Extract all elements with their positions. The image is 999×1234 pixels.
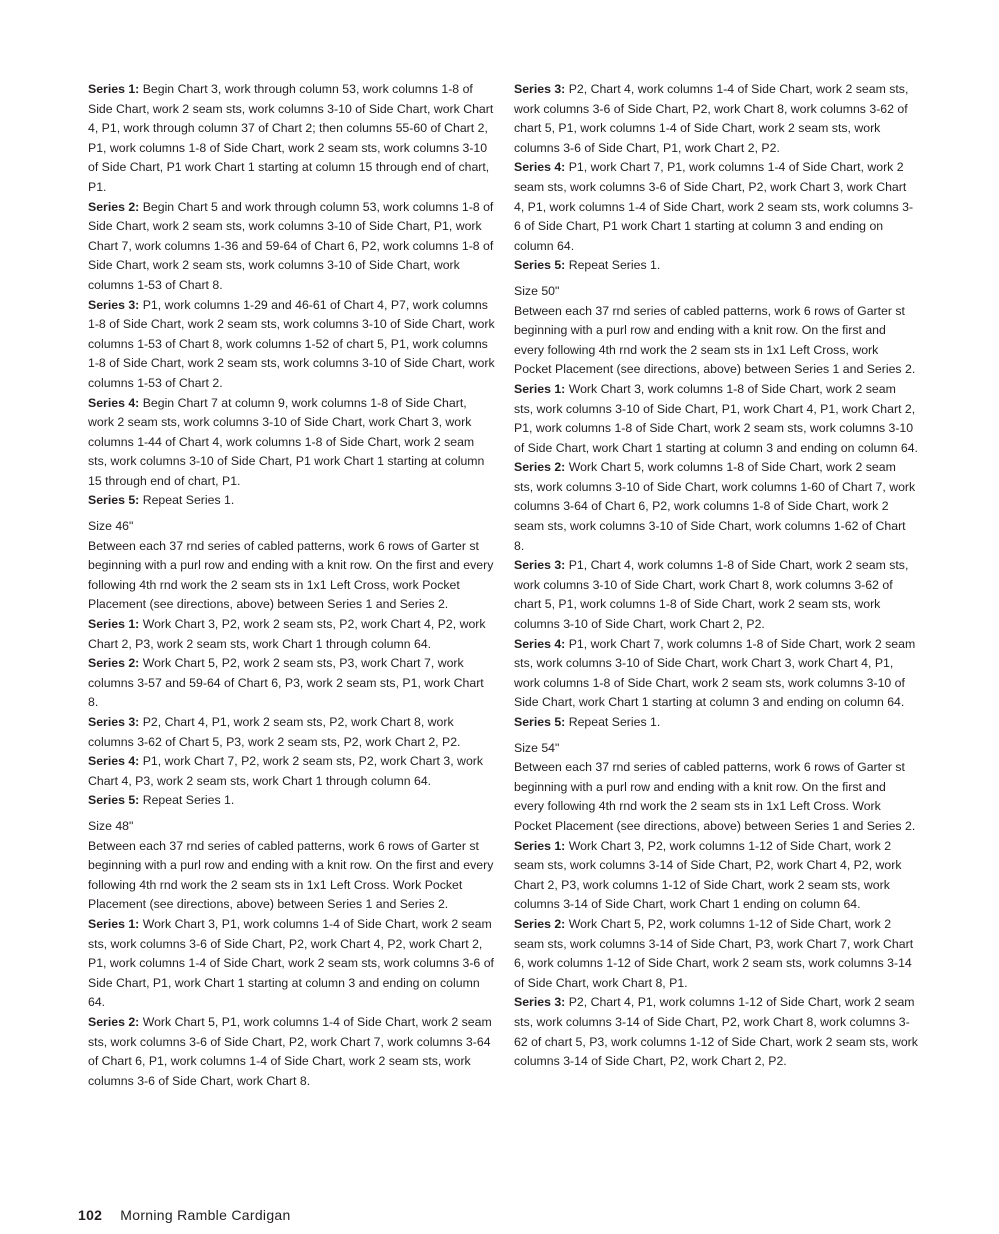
instruction-text: Begin Chart 3, work through column 53, work columns 1-8 of Side Chart, work 2 seam sts, work columns 3-10 of Side Chart, work Chart 4, P1, work through column 37 of Chart 2; then columns 55-60 of Chart 2, P1, work columns 1-8 of Side Chart, work 2 seam sts, work columns 3-10 of Side Chart, P1 work Chart 1 starting at column 15 through end of chart, P1.	[88, 82, 494, 194]
series-label: Series 5:	[88, 793, 140, 808]
series-instruction	[88, 80, 496, 198]
series-label: Series 2:	[514, 460, 566, 475]
series-instruction	[88, 1013, 496, 1091]
series-label: Series 3:	[514, 558, 566, 573]
instruction-text: P2, Chart 4, P1, work 2 seam sts, P2, work Chart 8, work columns 3-62 of Chart 5, P3, work 2 seam sts, P2, work Chart 2, P2.	[88, 715, 461, 749]
series-instruction	[514, 993, 918, 1071]
series-instruction	[514, 458, 918, 556]
left-column	[88, 80, 496, 1091]
series-label: Series 5:	[514, 715, 566, 729]
instruction-text: Work Chart 3, P2, work columns 1-12 of Side Chart, work 2 seam sts, work columns 3-14 of Side Chart, P2, work Chart 4, P2, work Chart 2, P3, work columns 1-12 of Side Chart, work 2 seam sts, work columns 3-14 of Side Chart, work Chart 1 ending on column 64.	[514, 838, 902, 912]
series-label: Series 3:	[88, 715, 140, 729]
series-instruction	[88, 296, 496, 394]
series-label: Series 1:	[88, 916, 140, 931]
instruction-text: Between each 37 rnd series of cabled patterns, work 6 rows of Garter st beginning with a purl row and ending with a knit row. On the first and every following 4th rnd work the 2 seam sts in 1x1 Left Cross. Work Pocket Placement (see directions, above) between Series 1 and Series 2.	[88, 838, 494, 912]
publication-title: Morning Ramble Cardigan	[120, 1207, 291, 1223]
series-instruction	[88, 615, 496, 654]
series-instruction	[514, 158, 918, 256]
instruction-paragraph	[88, 837, 496, 915]
instruction-text: Work Chart 5, P2, work 2 seam sts, P3, work Chart 7, work columns 3-57 and 59-64 of Chart 6, P3, work 2 seam sts, P1, work Chart 8.	[88, 656, 484, 710]
instruction-text: Begin Chart 5 and work through column 53, work columns 1-8 of Side Chart, work 2 seam sts, work columns 3-10 of Side Chart, P1, work Chart 7, work columns 1-36 and 59-64 of Chart 6, P2, work columns 1-8 of Side Chart, work 2 seam sts, work columns 3-10 of Side Chart, work columns 1-53 of Chart 8.	[88, 199, 494, 292]
size-heading: Size 46"	[88, 519, 134, 534]
page-footer	[78, 1205, 291, 1225]
series-instruction	[514, 556, 918, 634]
instruction-text: Work Chart 3, work columns 1-8 of Side Chart, work 2 seam sts, work columns 3-10 of Side Chart, P1, work Chart 4, P1, work Chart 2, P1, work columns 1-8 of Side Chart, work 2 seam sts, work columns 3-10 of Side Chart, work Chart 1 starting at column 3 and ending on column 64.	[514, 381, 918, 455]
instruction-text: P1, work Chart 7, P1, work columns 1-4 of Side Chart, work 2 seam sts, work columns 3-6 of Side Chart, P2, work Chart 3, work Chart 4, P1, work columns 1-4 of Side Chart, work 2 seam sts, work columns 3-6 of Side Chart, P1 work Chart 1 starting at column 3 and ending on column 64.	[514, 160, 914, 253]
series-instruction	[514, 713, 918, 733]
series-label: Series 4:	[514, 636, 566, 651]
series-label: Series 5:	[514, 258, 566, 273]
instruction-text: P1, work Chart 7, P2, work 2 seam sts, P2, work Chart 3, work Chart 4, P3, work 2 seam sts, work Chart 1 through column 64.	[88, 754, 484, 788]
series-instruction	[514, 915, 918, 993]
instruction-text: Begin Chart 7 at column 9, work columns 1-8 of Side Chart, work 2 seam sts, work columns 3-10 of Side Chart, work Chart 3, work columns 1-44 of Chart 4, work columns 1-8 of Side Chart, work 2 seam sts, work columns 3-10 of Side Chart, P1 work Chart 1 starting at column 15 through end of chart, P1.	[88, 395, 485, 488]
series-label: Series 1:	[88, 617, 140, 632]
instruction-text: P2, Chart 4, P1, work columns 1-12 of Side Chart, work 2 seam sts, work columns 3-14 of Side Chart, P2, work Chart 8, work columns 3-62 of chart 5, P3, work columns 1-12 of Side Chart, work 2 seam sts, work columns 3-14 of Side Chart, P2, work Chart 2, P2.	[514, 995, 918, 1069]
instruction-text: Work Chart 5, P1, work columns 1-4 of Side Chart, work 2 seam sts, work columns 3-6 of Side Chart, P2, work Chart 7, work columns 3-64 of Chart 6, P1, work columns 1-4 of Side Chart, work 2 seam sts, work columns 3-6 of Side Chart, work Chart 8.	[88, 1014, 492, 1088]
instruction-text: P1, work Chart 7, work columns 1-8 of Side Chart, work 2 seam sts, work columns 3-10 of Side Chart, work Chart 3, work Chart 4, P1, work columns 1-8 of Side Chart, work 2 seam sts, work columns 3-10 of Side Chart, work Chart 1 starting at column 3 and ending on column 64.	[514, 636, 916, 710]
series-instruction	[514, 635, 918, 713]
instruction-paragraph	[514, 758, 918, 836]
series-instruction	[88, 915, 496, 1013]
series-instruction	[88, 791, 496, 811]
series-label: Series 3:	[514, 82, 566, 96]
instruction-text: Work Chart 3, P1, work columns 1-4 of Side Chart, work 2 seam sts, work columns 3-6 of Side Chart, P2, work Chart 4, P2, work Chart 2, P1, work columns 1-4 of Side Chart, work 2 seam sts, work columns 3-6 of Side Chart, P1, work Chart 1 starting at column 3 and ending on column 64.	[88, 916, 494, 1010]
instruction-text: Between each 37 rnd series of cabled patterns, work 6 rows of Garter st beginning with a purl row and ending with a knit row. On the first and every following 4th rnd work the 2 seam sts in 1x1 Left Cross, work Pocket Placement (see directions, above) between Series 1 and Series 2.	[514, 303, 916, 377]
series-label: Series 4:	[88, 754, 140, 769]
series-label: Series 2:	[88, 199, 140, 214]
series-label: Series 5:	[88, 493, 140, 508]
right-column	[514, 80, 918, 1072]
instruction-text: Work Chart 5, work columns 1-8 of Side Chart, work 2 seam sts, work columns 3-10 of Side Chart, work columns 1-60 of Chart 7, work columns 3-64 of Chart 6, P2, work columns 1-8 of Side Chart, work 2 seam sts, work columns 3-10 of Side Chart, work columns 1-62 of Chart 8.	[514, 460, 916, 553]
instruction-paragraph	[514, 302, 918, 380]
instruction-text: Between each 37 rnd series of cabled patterns, work 6 rows of Garter st beginning with a purl row and ending with a knit row. On the first and every following 4th rnd work the 2 seam sts in 1x1 Left Cross. Work Pocket Placement (see directions, above) between Series 1 and Series 2.	[514, 760, 916, 833]
series-label: Series 2:	[88, 1014, 140, 1029]
instruction-text: Repeat Series 1.	[139, 493, 235, 508]
size-heading: Size 54"	[514, 740, 560, 755]
series-instruction	[88, 198, 496, 296]
series-instruction	[514, 80, 918, 158]
instruction-text: Work Chart 5, P2, work columns 1-12 of Side Chart, work 2 seam sts, work columns 3-14 of Side Chart, P3, work Chart 7, work Chart 6, work columns 1-12 of Side Chart, work 2 seam sts, work columns 3-14 of Side Chart, work Chart 8, P1.	[514, 916, 914, 990]
series-instruction	[514, 837, 918, 915]
series-label: Series 1:	[88, 82, 140, 96]
size-heading: Size 50"	[514, 283, 560, 298]
series-instruction	[88, 654, 496, 713]
instruction-text: Between each 37 rnd series of cabled patterns, work 6 rows of Garter st beginning with a purl row and ending with a knit row. On the first and every following 4th rnd work the 2 seam sts in 1x1 Left Cross, work Pocket Placement (see directions, above) between Series 1 and Series 2.	[88, 538, 494, 612]
instruction-text: Repeat Series 1.	[139, 793, 235, 808]
size-heading: Size 48"	[88, 818, 134, 833]
instruction-text: P2, Chart 4, work columns 1-4 of Side Chart, work 2 seam sts, work columns 3-6 of Side Chart, P2, work Chart 8, work columns 3-62 of chart 5, P1, work columns 1-4 of Side Chart, work 2 seam sts, work columns 3-6 of Side Chart, P1, work Chart 2, P2.	[514, 82, 909, 155]
series-instruction	[514, 380, 918, 458]
series-label: Series 1:	[514, 381, 566, 396]
instruction-paragraph	[88, 537, 496, 615]
series-label: Series 3:	[514, 995, 566, 1010]
instruction-text: P1, Chart 4, work columns 1-8 of Side Chart, work 2 seam sts, work columns 3-10 of Side Chart, work Chart 8, work columns 3-62 of chart 5, P1, work columns 1-8 of Side Chart, work 2 seam sts, work columns 3-10 of Side Chart, work Chart 2, P2.	[514, 558, 909, 632]
series-instruction	[514, 256, 918, 276]
series-label: Series 4:	[514, 160, 566, 175]
series-label: Series 2:	[88, 656, 140, 671]
series-label: Series 4:	[88, 395, 140, 410]
series-instruction	[88, 752, 496, 791]
series-label: Series 1:	[514, 838, 566, 853]
page-number: 102	[78, 1207, 103, 1223]
series-instruction	[88, 491, 496, 511]
series-label: Series 3:	[88, 297, 140, 312]
instruction-text: Work Chart 3, P2, work 2 seam sts, P2, work Chart 4, P2, work Chart 2, P3, work 2 seam sts, work Chart 1 through column 64.	[88, 617, 486, 651]
instruction-text: Repeat Series 1.	[565, 715, 661, 729]
series-instruction	[88, 713, 496, 752]
instruction-text: Repeat Series 1.	[565, 258, 661, 273]
instruction-text: P1, work columns 1-29 and 46-61 of Chart 4, P7, work columns 1-8 of Side Chart, work 2 seam sts, work columns 3-10 of Side Chart, work columns 1-53 of Chart 8, work columns 1-52 of chart 5, P1, work columns 1-8 of Side Chart, work 2 seam sts, work columns 3-10 of Side Chart, work columns 1-53 of Chart 2.	[88, 297, 495, 390]
series-label: Series 2:	[514, 916, 566, 931]
series-instruction	[88, 394, 496, 492]
